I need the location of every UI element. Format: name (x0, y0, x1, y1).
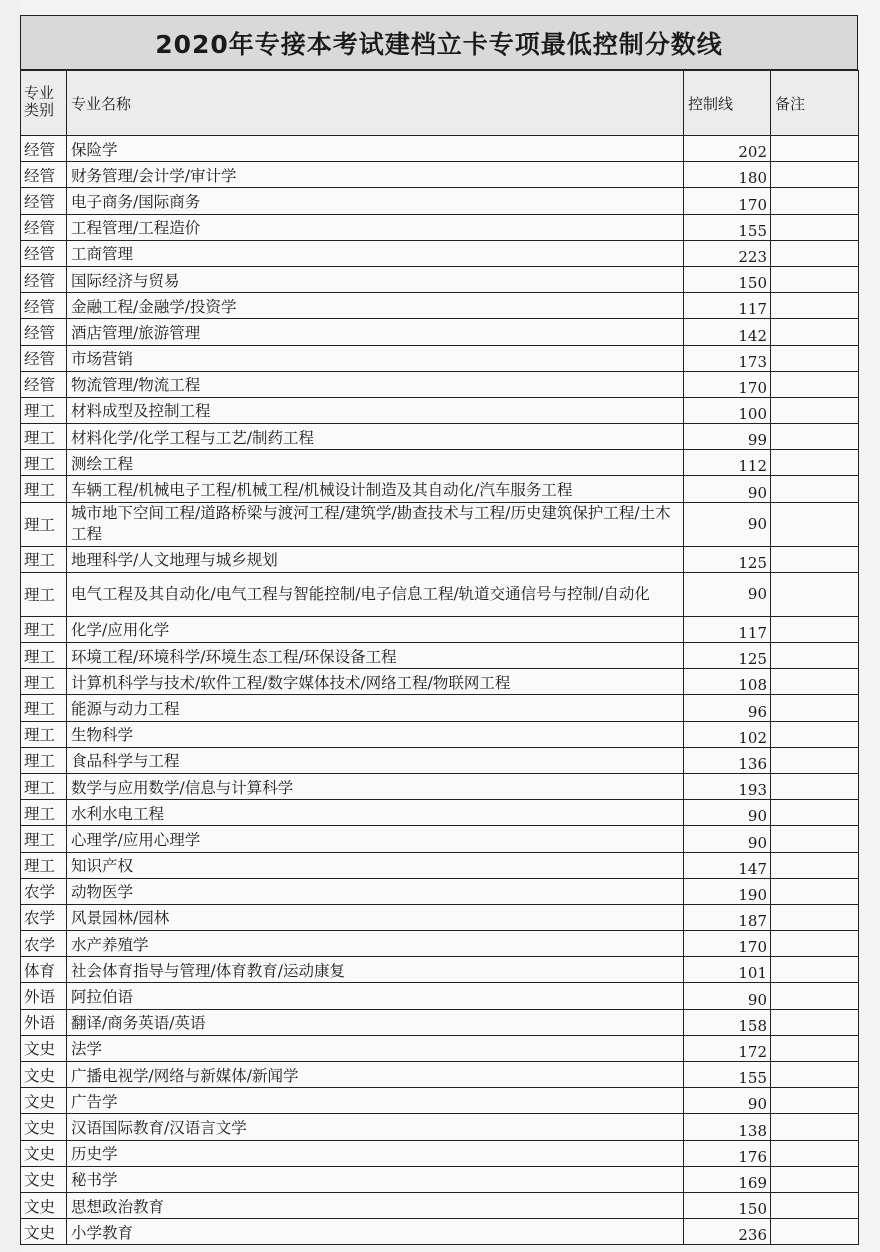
cell-note (771, 162, 859, 188)
cell-note (771, 931, 859, 957)
cell-score: 96 (684, 695, 771, 721)
cell-note (771, 266, 859, 292)
cell-category: 理工 (21, 695, 67, 721)
cell-category: 理工 (21, 643, 67, 669)
cell-category: 经管 (21, 136, 67, 162)
cell-major: 社会体育指导与管理/体育教育/运动康复 (67, 957, 684, 983)
table-row (21, 162, 859, 188)
cell-category: 理工 (21, 747, 67, 773)
cell-note (771, 502, 859, 546)
cell-score: 90 (684, 800, 771, 826)
cell-note (771, 188, 859, 214)
table-row (21, 721, 859, 747)
table-row (21, 826, 859, 852)
table-row (21, 1219, 859, 1245)
cell-major: 知识产权 (67, 852, 684, 878)
table-row (21, 669, 859, 695)
cell-note (771, 721, 859, 747)
table-row (21, 931, 859, 957)
cell-score: 169 (684, 1166, 771, 1192)
header-score: 控制线 (684, 71, 771, 136)
cell-category: 经管 (21, 319, 67, 345)
cell-major: 酒店管理/旅游管理 (67, 319, 684, 345)
cell-category: 经管 (21, 345, 67, 371)
table-row (21, 1088, 859, 1114)
cell-score: 90 (684, 826, 771, 852)
cell-score: 236 (684, 1219, 771, 1245)
table-row (21, 904, 859, 930)
cell-major: 食品科学与工程 (67, 747, 684, 773)
cell-score: 101 (684, 957, 771, 983)
cell-note (771, 695, 859, 721)
table-row (21, 957, 859, 983)
cell-score: 90 (684, 502, 771, 546)
table-row (21, 1166, 859, 1192)
table-row (21, 371, 859, 397)
cell-score: 125 (684, 643, 771, 669)
cell-major: 地理科学/人文地理与城乡规划 (67, 546, 684, 572)
cell-score: 150 (684, 266, 771, 292)
cell-score: 223 (684, 240, 771, 266)
table-row (21, 1062, 859, 1088)
table-row (21, 1192, 859, 1218)
cell-note (771, 852, 859, 878)
cell-note (771, 136, 859, 162)
cell-note (771, 643, 859, 669)
cell-note (771, 345, 859, 371)
cell-note (771, 1140, 859, 1166)
cell-category: 理工 (21, 616, 67, 642)
cell-score: 176 (684, 1140, 771, 1166)
cell-major: 数学与应用数学/信息与计算科学 (67, 773, 684, 799)
table-row (21, 136, 859, 162)
cell-score: 108 (684, 669, 771, 695)
table-row (21, 852, 859, 878)
cell-major: 测绘工程 (67, 450, 684, 476)
cell-note (771, 983, 859, 1009)
table-title-bar (20, 15, 858, 70)
cell-category: 理工 (21, 721, 67, 747)
cell-score: 170 (684, 371, 771, 397)
cell-major: 电气工程及其自动化/电气工程与智能控制/电子信息工程/轨道交通信号与控制/自动化 (67, 572, 684, 616)
cell-category: 文史 (21, 1114, 67, 1140)
table-row (21, 1035, 859, 1061)
table-row (21, 983, 859, 1009)
cell-category: 经管 (21, 371, 67, 397)
table-row (21, 319, 859, 345)
cell-major: 城市地下空间工程/道路桥梁与渡河工程/建筑学/勘查技术与工程/历史建筑保护工程/土木工程 (67, 502, 684, 546)
cell-category: 理工 (21, 450, 67, 476)
table-row (21, 476, 859, 502)
table-row (21, 695, 859, 721)
cell-score: 117 (684, 616, 771, 642)
cell-category: 经管 (21, 293, 67, 319)
table-row (21, 1114, 859, 1140)
table-row (21, 747, 859, 773)
cell-category: 经管 (21, 214, 67, 240)
cell-category: 经管 (21, 240, 67, 266)
table-row (21, 773, 859, 799)
cell-category: 文史 (21, 1166, 67, 1192)
cell-note (771, 669, 859, 695)
cell-major: 材料成型及控制工程 (67, 397, 684, 423)
table-header-row (21, 71, 859, 136)
table-row (21, 188, 859, 214)
cell-category: 文史 (21, 1140, 67, 1166)
cell-category: 理工 (21, 546, 67, 572)
header-major: 专业名称 (67, 71, 684, 136)
cell-score: 158 (684, 1009, 771, 1035)
cell-note (771, 773, 859, 799)
cell-score: 147 (684, 852, 771, 878)
table-row (21, 1140, 859, 1166)
cell-major: 翻译/商务英语/英语 (67, 1009, 684, 1035)
cell-score: 117 (684, 293, 771, 319)
cell-score: 100 (684, 397, 771, 423)
table-row (21, 293, 859, 319)
cell-major: 生物科学 (67, 721, 684, 747)
table-row (21, 643, 859, 669)
cell-score: 170 (684, 931, 771, 957)
cell-major: 金融工程/金融学/投资学 (67, 293, 684, 319)
cell-note (771, 800, 859, 826)
cell-note (771, 424, 859, 450)
cell-major: 动物医学 (67, 878, 684, 904)
cell-major: 小学教育 (67, 1219, 684, 1245)
cell-major: 水利水电工程 (67, 800, 684, 826)
cell-note (771, 616, 859, 642)
cell-score: 99 (684, 424, 771, 450)
cell-note (771, 957, 859, 983)
cell-note (771, 1114, 859, 1140)
cell-score: 155 (684, 214, 771, 240)
table-row (21, 616, 859, 642)
cell-note (771, 546, 859, 572)
cell-note (771, 319, 859, 345)
cell-category: 理工 (21, 424, 67, 450)
cell-major: 市场营销 (67, 345, 684, 371)
cell-category: 理工 (21, 773, 67, 799)
cell-major: 汉语国际教育/汉语言文学 (67, 1114, 684, 1140)
table-row (21, 397, 859, 423)
cell-category: 文史 (21, 1088, 67, 1114)
cell-score: 173 (684, 345, 771, 371)
cell-category: 理工 (21, 572, 67, 616)
cell-category: 经管 (21, 162, 67, 188)
cell-note (771, 240, 859, 266)
cell-note (771, 450, 859, 476)
cell-category: 农学 (21, 904, 67, 930)
cell-category: 理工 (21, 852, 67, 878)
cell-major: 物流管理/物流工程 (67, 371, 684, 397)
cell-category: 经管 (21, 266, 67, 292)
cell-note (771, 1009, 859, 1035)
cell-major: 工程管理/工程造价 (67, 214, 684, 240)
cell-score: 102 (684, 721, 771, 747)
cell-score: 90 (684, 476, 771, 502)
table-title: 2020年专接本考试建档立卡专项最低控制分数线 (155, 29, 723, 59)
cell-major: 化学/应用化学 (67, 616, 684, 642)
cell-note (771, 371, 859, 397)
table-row (21, 1009, 859, 1035)
cell-major: 电子商务/国际商务 (67, 188, 684, 214)
table-row (21, 502, 859, 546)
cell-score: 90 (684, 572, 771, 616)
cell-score: 142 (684, 319, 771, 345)
cell-major: 广告学 (67, 1088, 684, 1114)
table-row (21, 424, 859, 450)
cell-category: 理工 (21, 476, 67, 502)
cell-category: 理工 (21, 800, 67, 826)
cell-category: 文史 (21, 1035, 67, 1061)
cell-category: 农学 (21, 878, 67, 904)
cell-note (771, 878, 859, 904)
cell-note (771, 904, 859, 930)
cell-note (771, 1166, 859, 1192)
cell-note (771, 476, 859, 502)
cell-score: 125 (684, 546, 771, 572)
header-note: 备注 (771, 71, 859, 136)
score-table (20, 70, 859, 1245)
cell-category: 文史 (21, 1192, 67, 1218)
cell-score: 190 (684, 878, 771, 904)
table-row (21, 572, 859, 616)
cell-category: 理工 (21, 502, 67, 546)
cell-note (771, 1035, 859, 1061)
cell-category: 理工 (21, 826, 67, 852)
header-category: 专业类别 (21, 71, 67, 136)
table-row (21, 214, 859, 240)
cell-note (771, 1088, 859, 1114)
cell-major: 国际经济与贸易 (67, 266, 684, 292)
cell-score: 90 (684, 983, 771, 1009)
cell-category: 文史 (21, 1219, 67, 1245)
cell-score: 172 (684, 1035, 771, 1061)
cell-note (771, 826, 859, 852)
cell-score: 193 (684, 773, 771, 799)
cell-note (771, 1192, 859, 1218)
cell-major: 历史学 (67, 1140, 684, 1166)
cell-category: 外语 (21, 983, 67, 1009)
cell-major: 能源与动力工程 (67, 695, 684, 721)
cell-note (771, 397, 859, 423)
cell-major: 思想政治教育 (67, 1192, 684, 1218)
table-row (21, 800, 859, 826)
cell-category: 经管 (21, 188, 67, 214)
cell-major: 风景园林/园林 (67, 904, 684, 930)
cell-note (771, 293, 859, 319)
cell-major: 法学 (67, 1035, 684, 1061)
cell-major: 工商管理 (67, 240, 684, 266)
cell-major: 水产养殖学 (67, 931, 684, 957)
table-row (21, 450, 859, 476)
cell-score: 155 (684, 1062, 771, 1088)
page-margin (0, 0, 20, 1252)
cell-score: 187 (684, 904, 771, 930)
cell-category: 外语 (21, 1009, 67, 1035)
cell-note (771, 1062, 859, 1088)
cell-major: 财务管理/会计学/审计学 (67, 162, 684, 188)
cell-category: 理工 (21, 669, 67, 695)
cell-major: 广播电视学/网络与新媒体/新闻学 (67, 1062, 684, 1088)
cell-major: 阿拉伯语 (67, 983, 684, 1009)
table-row (21, 345, 859, 371)
cell-score: 112 (684, 450, 771, 476)
cell-note (771, 1219, 859, 1245)
cell-major: 车辆工程/机械电子工程/机械工程/机械设计制造及其自动化/汽车服务工程 (67, 476, 684, 502)
cell-score: 170 (684, 188, 771, 214)
cell-score: 150 (684, 1192, 771, 1218)
cell-score: 136 (684, 747, 771, 773)
table-row (21, 266, 859, 292)
table-row (21, 240, 859, 266)
cell-category: 文史 (21, 1062, 67, 1088)
cell-score: 180 (684, 162, 771, 188)
cell-major: 环境工程/环境科学/环境生态工程/环保设备工程 (67, 643, 684, 669)
cell-score: 202 (684, 136, 771, 162)
cell-major: 计算机科学与技术/软件工程/数字媒体技术/网络工程/物联网工程 (67, 669, 684, 695)
cell-major: 秘书学 (67, 1166, 684, 1192)
cell-category: 理工 (21, 397, 67, 423)
cell-note (771, 747, 859, 773)
cell-note (771, 572, 859, 616)
cell-score: 138 (684, 1114, 771, 1140)
cell-major: 心理学/应用心理学 (67, 826, 684, 852)
table-row (21, 546, 859, 572)
cell-major: 材料化学/化学工程与工艺/制药工程 (67, 424, 684, 450)
table-row (21, 878, 859, 904)
cell-category: 体育 (21, 957, 67, 983)
cell-major: 保险学 (67, 136, 684, 162)
cell-score: 90 (684, 1088, 771, 1114)
cell-category: 农学 (21, 931, 67, 957)
cell-note (771, 214, 859, 240)
